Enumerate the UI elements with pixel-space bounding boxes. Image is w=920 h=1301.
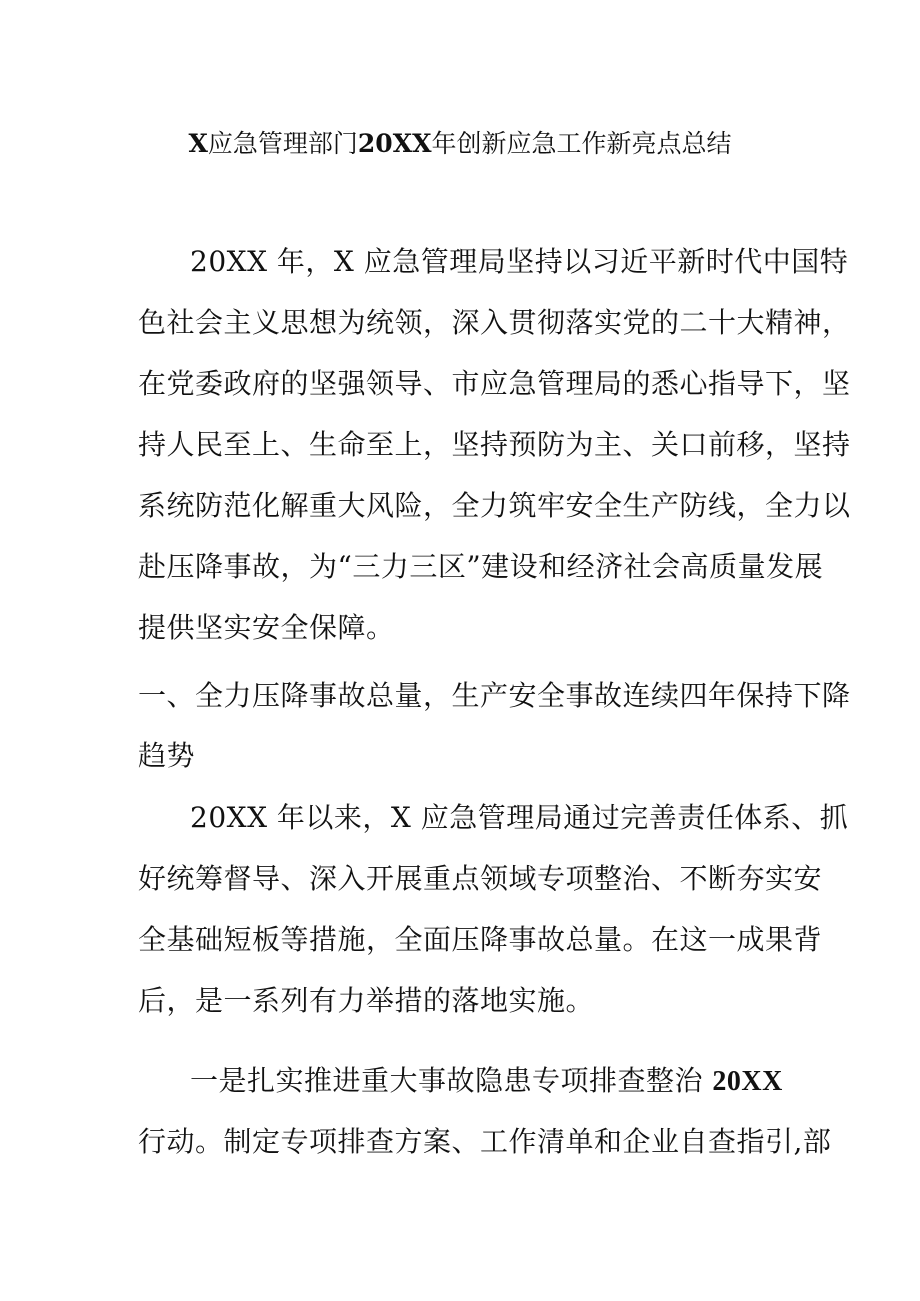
title-part1: 应急管理部门 <box>207 129 358 158</box>
section1-para1-line-1: 20XX 年以来，X 应急管理局通过完善责任体系、抓 <box>190 801 849 834</box>
intro-line-7: 提供坚实安全保障。 <box>138 611 395 644</box>
intro-line-3: 在党委政府的坚强领导、市应急管理局的悉心指导下，坚 <box>138 367 851 400</box>
section1-para1-line-2: 好统筹督导、深入开展重点领域专项整治、不断夯实安 <box>138 862 823 895</box>
section1-para1-line-3: 全基础短板等措施，全面压降事故总量。在这一成果背 <box>138 923 823 956</box>
section1-heading-line-1: 一、全力压降事故总量，生产安全事故连续四年保持下降 <box>138 679 851 712</box>
section1-heading-line-2: 趋势 <box>138 739 196 772</box>
section1-para2-year: 20XX <box>712 1066 783 1097</box>
intro-line-2: 色社会主义思想为统领，深入贯彻落实党的二十大精神， <box>138 306 851 339</box>
document-title <box>130 124 790 164</box>
section1-para2-line-1 <box>190 1059 783 1104</box>
intro-line-1: 20XX 年，X 应急管理局坚持以习近平新时代中国特 <box>190 245 849 278</box>
intro-line-4: 持人民至上、生命至上，坚持预防为主、关口前移，坚持 <box>138 428 851 461</box>
section1-para2-line-2: 行动。制定专项排查方案、工作清单和企业自查指引,部 <box>138 1125 832 1158</box>
intro-line-6: 赴压降事故，为“三力三区”建设和经济社会高质量发展 <box>138 550 824 583</box>
intro-line-5: 系统防范化解重大风险，全力筑牢安全生产防线，全力以 <box>138 489 851 522</box>
title-prefix: X <box>188 129 208 158</box>
title-part2: 年创新应急工作新亮点总结 <box>431 129 732 158</box>
section1-para1-line-4: 后，是一系列有力举措的落地实施。 <box>138 984 595 1017</box>
section1-para2-text: 一是扎实推进重大事故隐患专项排查整治 <box>190 1064 704 1097</box>
title-year: 20XX <box>357 129 432 158</box>
